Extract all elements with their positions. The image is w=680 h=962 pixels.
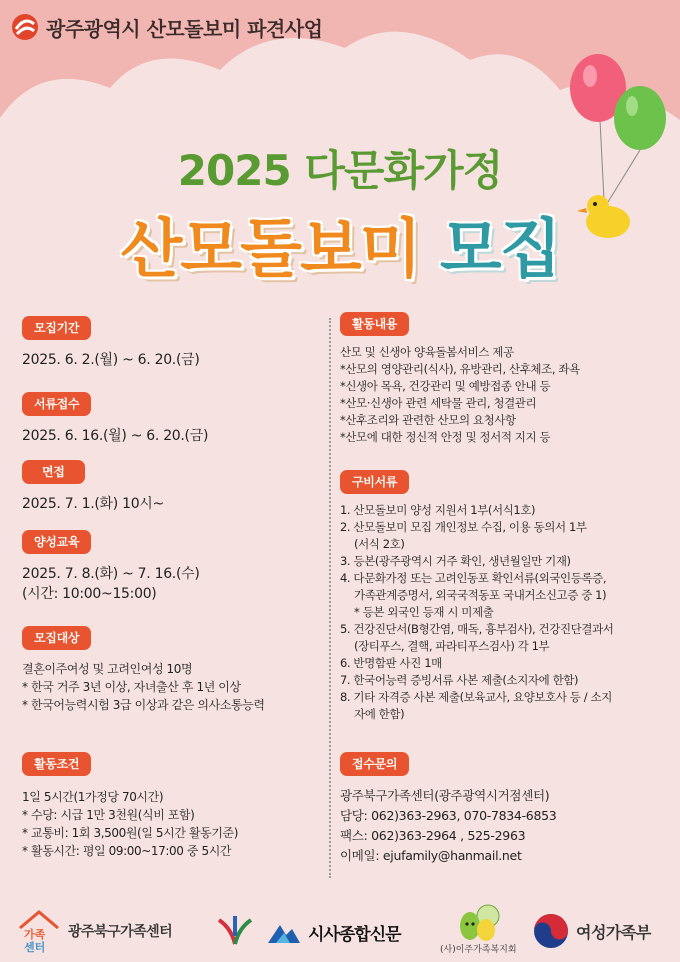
svg-text:가족: 가족 — [24, 928, 46, 941]
activity-lines — [340, 344, 670, 446]
org-name: 광주광역시 산모돌보미 파견사업 — [46, 16, 323, 41]
required-line: * 등본 외국인 등재 시 미제출 — [354, 605, 494, 619]
title-highlight-teal: 모집 — [439, 213, 560, 287]
activity-line: *산후조리와 관련한 산모의 요청사항 — [340, 413, 516, 427]
header-logo — [10, 12, 322, 42]
activity-badge: 활동내용 — [340, 312, 409, 336]
gwangju-city-icon — [215, 914, 255, 950]
conditions-badge: 활동조건 — [22, 752, 91, 776]
title-highlight-orange: 산모돌보미 — [120, 213, 420, 287]
section-contact — [340, 752, 670, 866]
required-line: 6. 반명함판 사진 1매 — [340, 656, 442, 670]
footer-logos — [0, 900, 680, 962]
required-line: 8. 기타 자격증 사본 제출(보육교사, 요양보호사 등 / 소지 — [340, 690, 612, 704]
required-line: 1. 산모돌보미 양성 지원서 1부(서식1호) — [340, 503, 536, 517]
welfare-icon — [454, 902, 502, 942]
period-badge: 모집기간 — [22, 316, 91, 340]
section-training — [22, 530, 322, 604]
welfare-name: (사)이주가족복지회 — [440, 945, 517, 955]
required-lines — [340, 502, 670, 723]
title-line-1: 2025 다문화가정 — [177, 146, 503, 195]
training-time: (시간: 10:00~15:00) — [22, 586, 157, 602]
target-lines — [22, 660, 322, 714]
activity-line: 산모 및 신생아 양육돌봄서비스 제공 — [340, 345, 514, 359]
contact-line: 광주북구가족센터(광주광역시거점센터) — [340, 788, 550, 803]
conditions-line: * 교통비: 1회 3,500원(일 5시간 활동기준) — [22, 826, 239, 840]
contact-line: 담당: 062)363-2963, 070-7834-6853 — [340, 808, 557, 823]
docs-value: 2025. 6. 16.(월) ~ 6. 20.(금) — [22, 428, 209, 444]
family-center-name: 광주북구가족센터 — [68, 924, 173, 940]
interview-badge: 면접 — [22, 460, 85, 484]
target-line: 결혼이주여성 및 고려인여성 10명 — [22, 662, 193, 676]
column-divider — [329, 318, 331, 878]
section-conditions — [22, 752, 322, 860]
contact-badge: 접수문의 — [340, 752, 409, 776]
required-line: 2. 산모돌보미 모집 개인정보 수집, 이용 동의서 1부 — [340, 520, 587, 534]
welfare-logo — [440, 902, 517, 955]
target-line: * 한국어능력시험 3급 이상과 같은 의사소통능력 — [22, 698, 265, 712]
interview-value: 2025. 7. 1.(화) 10시~ — [22, 496, 164, 512]
ministry-name: 여성가족부 — [576, 922, 651, 942]
conditions-line: * 활동시간: 평일 09:00~17:00 중 5시간 — [22, 844, 232, 858]
conditions-lines — [22, 788, 322, 860]
activity-line: *산모의 영양관리(식사), 유방관리, 산후체조, 좌욕 — [340, 362, 580, 376]
svg-text:센터: 센터 — [24, 941, 46, 954]
section-period — [22, 316, 322, 370]
family-center-icon — [16, 908, 62, 954]
section-interview — [22, 460, 322, 514]
conditions-line: * 수당: 시급 1만 3천원(식비 포함) — [22, 808, 195, 822]
activity-line: *산모에 대한 정신적 안정 및 정서적 지지 등 — [340, 430, 551, 444]
required-line: (장티푸스, 결핵, 파라티푸스검사) 각 1부 — [354, 639, 550, 653]
balloon-duck-illustration — [560, 50, 680, 250]
section-target — [22, 626, 322, 714]
activity-line: *산모·신생아 관련 세탁물 관리, 청결관리 — [340, 396, 537, 410]
required-line: 4. 다문화가정 또는 고려인동포 확인서류(외국인등록증, — [340, 571, 607, 585]
section-docs — [22, 392, 322, 446]
target-badge: 모집대상 — [22, 626, 91, 650]
required-line: 7. 한국어능력 증빙서류 사본 제출(소지자에 한함) — [340, 673, 579, 687]
contact-email[interactable]: 이메일: ejufamily@hanmail.net — [340, 848, 522, 863]
ministry-logo — [532, 912, 651, 950]
required-line: 3. 등본(광주광역시 거주 확인, 생년월일만 기재) — [340, 554, 571, 568]
org-logo-icon — [10, 12, 40, 42]
required-badge: 구비서류 — [340, 470, 409, 494]
required-line: 5. 건강진단서(B형간염, 매독, 흉부검사), 건강진단결과서 — [340, 622, 614, 636]
section-activity — [340, 312, 670, 446]
news-name: 시사종합신문 — [308, 925, 401, 945]
required-line: 가족관계증명서, 외국국적동포 국내거소신고증 중 1) — [354, 588, 607, 602]
target-line: * 한국 거주 3년 이상, 자녀출산 후 1년 이상 — [22, 680, 241, 694]
family-center-logo — [16, 908, 172, 954]
period-value: 2025. 6. 2.(월) ~ 6. 20.(금) — [22, 352, 200, 368]
section-required — [340, 470, 670, 723]
news-logo — [266, 920, 401, 945]
conditions-line: 1일 5시간(1가정당 70시간) — [22, 790, 164, 804]
contact-line: 팩스: 062)363-2964 , 525-2963 — [340, 828, 526, 843]
activity-line: *신생아 목욕, 건강관리 및 예방접종 안내 등 — [340, 379, 551, 393]
gwangju-logo — [215, 914, 255, 950]
training-badge: 양성교육 — [22, 530, 91, 554]
contact-lines — [340, 786, 670, 866]
required-line: 자에 한함) — [354, 707, 405, 721]
taeguk-icon — [532, 912, 570, 950]
news-icon — [266, 921, 302, 945]
docs-badge: 서류접수 — [22, 392, 91, 416]
required-line: (서식 2호) — [354, 537, 405, 551]
training-value: 2025. 7. 8.(화) ~ 7. 16.(수) — [22, 566, 200, 582]
